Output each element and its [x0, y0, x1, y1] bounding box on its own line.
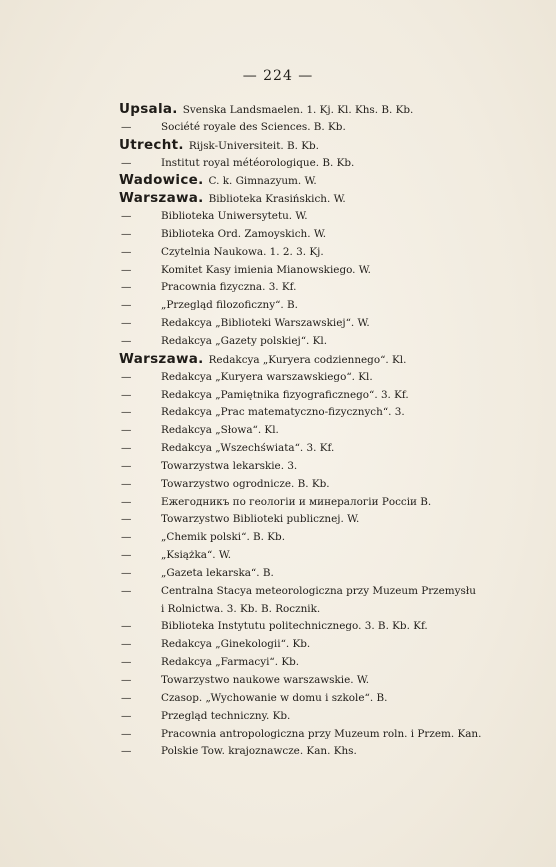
- list-item: [119, 190, 543, 208]
- list-item: [119, 333, 543, 351]
- ditto-dash: —: [121, 442, 132, 455]
- ditto-dash: —: [121, 281, 132, 294]
- ditto-dash: —: [121, 424, 132, 437]
- city-heading: Warszawa.: [119, 190, 204, 207]
- ditto-dash: —: [121, 638, 132, 651]
- list-item: [119, 690, 543, 708]
- entry-text: Komitet Kasy imienia Mianowskiego. W.: [161, 263, 371, 276]
- ditto-dash: —: [121, 566, 132, 579]
- list-item: [119, 172, 543, 190]
- list-item: [119, 226, 543, 244]
- city-heading: Utrecht.: [119, 136, 184, 153]
- ditto-dash: —: [121, 317, 132, 330]
- entry-text: Redakcya „Ginekologii“. Kb.: [161, 638, 311, 651]
- list-item: [119, 672, 543, 690]
- entry-text: Polskie Tow. krajoznawcze. Kan. Khs.: [161, 745, 357, 758]
- ditto-dash: —: [121, 513, 132, 526]
- ditto-dash: —: [121, 210, 132, 223]
- entry-text: Rijsk-Universiteit. B. Kb.: [188, 139, 319, 152]
- entry-text: Pracownia fizyczna. 3. Kf.: [161, 281, 297, 294]
- entry-text: Redakcya „Wszechświata“. 3. Kf.: [161, 442, 335, 455]
- entry-text: Towarzystwo naukowe warszawskie. W.: [161, 674, 370, 686]
- entry-text: Société royale des Sciences. B. Kb.: [161, 120, 346, 133]
- ditto-dash: —: [121, 245, 132, 258]
- entry-text: C. k. Gimnazyum. W.: [208, 175, 317, 188]
- entry-text: i Rolnictwa. 3. Kb. B. Rocznik.: [161, 602, 321, 615]
- ditto-dash: —: [121, 674, 132, 686]
- entry-text: Towarzystwo Biblioteki publicznej. W.: [161, 513, 360, 526]
- page-number: — 224 —: [242, 68, 314, 84]
- ditto-dash: —: [121, 156, 132, 169]
- ditto-dash: —: [121, 370, 132, 383]
- ditto-dash: —: [121, 227, 132, 240]
- list-item: [119, 279, 543, 297]
- entry-text: Redakcya „Kuryera warszawskiego“. Kl.: [161, 370, 373, 383]
- list-item: [119, 511, 543, 529]
- entry-text: Redakcya „Biblioteki Warszawskiej“. W.: [161, 317, 370, 330]
- ditto-dash: —: [121, 388, 132, 401]
- entry-text: Towarzystwa lekarskie. 3.: [161, 459, 298, 472]
- list-item: [119, 583, 543, 601]
- list-item: [119, 262, 543, 280]
- ditto-dash: —: [121, 263, 132, 276]
- list-item: [119, 440, 543, 458]
- entry-text: Czytelnia Naukowa. 1. 2. 3. Kj.: [161, 245, 324, 258]
- list-item: [119, 422, 543, 440]
- ditto-dash: —: [121, 120, 132, 133]
- list-item: [119, 476, 543, 494]
- ditto-dash: —: [121, 727, 132, 740]
- list-item: [119, 458, 543, 476]
- entry-text: Ежегодникъ по геологіи и минералогіи Россіи B.: [161, 495, 432, 508]
- list-item: [119, 654, 543, 672]
- entry-text: Biblioteka Ord. Zamoyskich. W.: [161, 227, 327, 240]
- list-item: [119, 369, 543, 387]
- entry-text: Biblioteka Krasińskich. W.: [208, 193, 346, 206]
- entry-text: „Gazeta lekarska“. B.: [161, 566, 274, 579]
- entry-text: Towarzystwo ogrodnicze. B. Kb.: [161, 477, 330, 490]
- list-item: [119, 244, 543, 262]
- entry-text: Biblioteka Instytutu politechnicznego. 3. B. Kb. Kf.: [161, 620, 428, 633]
- ditto-dash: —: [121, 531, 132, 544]
- entry-list: [119, 101, 543, 761]
- list-item: [119, 351, 543, 369]
- ditto-dash: —: [121, 709, 132, 722]
- list-item: [119, 387, 543, 405]
- entry-text: Czasop. „Wychowanie w domu i szkole“. B.: [161, 691, 388, 704]
- list-item: [119, 547, 543, 565]
- list-item: [119, 101, 543, 119]
- list-item: [119, 601, 543, 619]
- entry-text: „Przegląd filozoficzny“. B.: [161, 299, 298, 312]
- entry-text: Redakcya „Kuryera codziennego“. Kl.: [208, 353, 407, 366]
- list-item: [119, 208, 543, 226]
- entry-text: Institut royal météorologique. B. Kb.: [161, 156, 355, 169]
- entry-text: Przegląd techniczny. Kb.: [161, 709, 291, 722]
- ditto-dash: —: [121, 691, 132, 704]
- ditto-dash: —: [121, 477, 132, 490]
- entry-text: „Książka“. W.: [161, 549, 232, 562]
- entry-text: Centralna Stacya meteorologiczna przy Muzeum Przemysłu: [161, 584, 476, 597]
- ditto-dash: —: [121, 299, 132, 312]
- entry-text: Redakcya „Pamiętnika fizyograficznego“. 3. Kf.: [161, 388, 409, 401]
- list-item: [119, 297, 543, 315]
- list-item: [119, 636, 543, 654]
- list-item: [119, 155, 543, 173]
- ditto-dash: —: [121, 334, 132, 347]
- city-heading: Upsala.: [119, 101, 178, 117]
- list-item: [119, 565, 543, 583]
- list-item: [119, 529, 543, 547]
- entry-text: Svenska Landsmaelen. 1. Kj. Kl. Khs. B. Kb.: [182, 104, 414, 116]
- ditto-dash: —: [121, 459, 132, 472]
- list-item: [119, 119, 543, 137]
- ditto-dash: —: [121, 406, 132, 419]
- list-item: [119, 708, 543, 726]
- ditto-dash: —: [121, 549, 132, 562]
- list-item: [119, 315, 543, 333]
- list-item: [119, 726, 543, 744]
- ditto-dash: —: [121, 584, 132, 597]
- entry-text: Biblioteka Uniwersytetu. W.: [161, 210, 308, 223]
- entry-text: Redakcya „Farmacyi“. Kb.: [161, 656, 300, 669]
- city-heading: Warszawa.: [119, 350, 204, 367]
- entry-text: Redakcya „Słowa“. Kl.: [161, 424, 279, 437]
- ditto-dash: —: [121, 656, 132, 669]
- entry-text: Pracownia antropologiczna przy Muzeum roln. i Przem. Kan.: [161, 727, 482, 740]
- list-item: [119, 494, 543, 512]
- ditto-dash: —: [121, 620, 132, 633]
- ditto-dash: —: [121, 745, 132, 758]
- entry-text: Redakcya „Gazety polskiej“. Kl.: [161, 334, 328, 347]
- city-heading: Wadowice.: [119, 172, 204, 189]
- entry-text: Redakcya „Prac matematyczno-fizycznych“. 3.: [161, 406, 405, 419]
- entry-text: „Chemik polski“. B. Kb.: [161, 531, 286, 544]
- list-item: [119, 404, 543, 422]
- list-item: [119, 743, 543, 761]
- list-item: [119, 137, 543, 155]
- list-item: [119, 618, 543, 636]
- ditto-dash: —: [121, 495, 132, 508]
